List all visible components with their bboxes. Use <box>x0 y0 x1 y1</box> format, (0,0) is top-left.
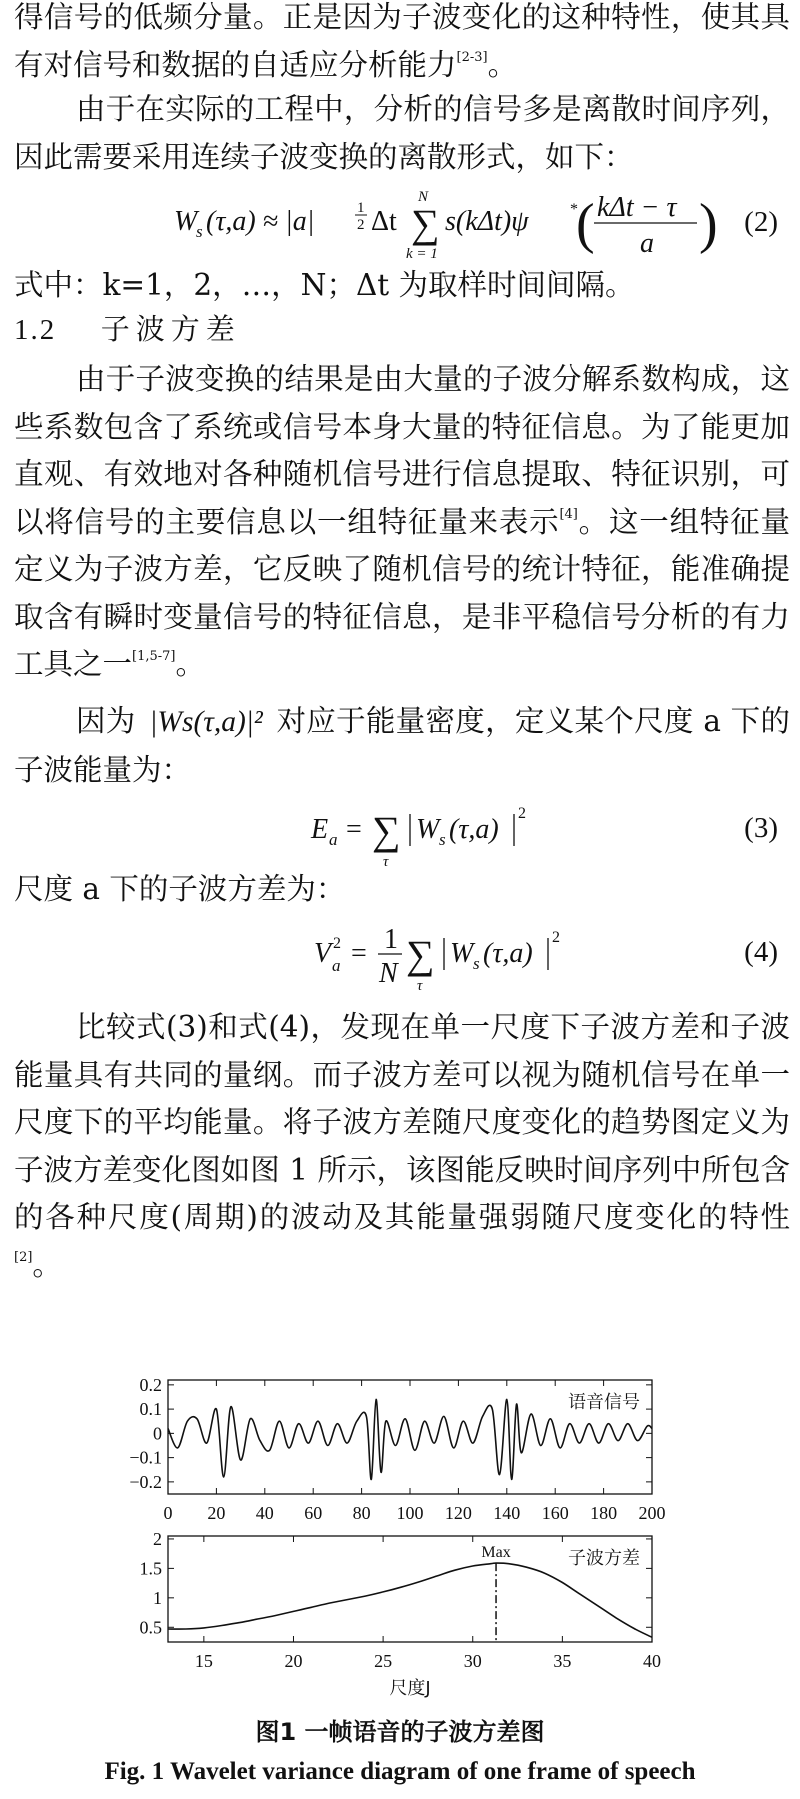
citation-1-5-7: [1,5-7] <box>132 649 176 664</box>
eq4-sum-sign: ∑ <box>406 932 435 977</box>
x-tick-label: 160 <box>541 1503 569 1523</box>
eq2-frac-den: a <box>640 228 654 259</box>
paragraph-1-text: 得信号的低频分量。正是因为子波变化的这种特性，使其具有对信号和数据的自适应分析能力 <box>14 0 790 82</box>
paragraph-3-text: 式中：k=1，2，…，N；Δt 为取样时间间隔。 <box>14 268 635 302</box>
x-tick-label: 15 <box>194 1651 213 1671</box>
y-tick-label: 0.5 <box>139 1617 162 1638</box>
eq2-sum-sign: ∑ <box>411 201 440 246</box>
section-heading <box>14 306 241 354</box>
x-tick-label: 25 <box>374 1651 393 1671</box>
figure-caption-cn: 图1 一帧语音的子波方差图 <box>255 1718 545 1746</box>
paragraph-1-end: 。 <box>487 47 518 82</box>
paragraph-5-pre: 因为 <box>76 704 136 738</box>
paragraph-4-end: 。 <box>175 647 206 681</box>
equation-3 <box>14 800 790 870</box>
eq2-exp-num: 1 <box>357 200 365 216</box>
eq4-sup: 2 <box>333 935 341 952</box>
legend-label: 子波方差 <box>568 1548 640 1569</box>
x-tick-label: 200 <box>638 1503 666 1523</box>
x-tick-label: 60 <box>304 1503 323 1523</box>
y-tick-label: −0.2 <box>129 1471 162 1492</box>
paragraph-3 <box>14 262 790 310</box>
paragraph-7-text: 比较式(3)和式(4)，发现在单一尺度下子波方差和子波能量具有共同的量纲。而子波方差可以视为随机信号在单一尺度下的平均能量。将子波方差随尺度变化的趋势图定义为子波方差变化图如图 1 所示，该图能反映时间序列中所包含的各种尺度(周期)的波动及其能量强弱随尺度变化的特性 <box>14 1010 790 1234</box>
section-title: 子波方差 <box>100 312 241 346</box>
series-line <box>168 1399 652 1479</box>
eq2-sum-bottom: k = 1 <box>406 246 438 262</box>
citation-2-3: [2-3] <box>456 49 488 65</box>
citation-2: [2] <box>14 1249 33 1265</box>
paragraph-6 <box>14 866 790 914</box>
eq3-sub: a <box>329 830 338 849</box>
x-tick-label: 0 <box>163 1503 173 1523</box>
eq4-w-sub: s <box>473 954 480 973</box>
paragraph-2 <box>14 86 790 181</box>
y-tick-label: 0 <box>153 1423 162 1444</box>
citation-4: [4] <box>559 506 578 522</box>
y-tick-label: 2 <box>153 1528 162 1549</box>
paragraph-4-text: 由于子波变换的结果是由大量的子波分解系数构成，这些系数包含了系统或信号本身大量的特征信息。为了能更加直观、有效地对各种随机信号进行信息提取、特征识别，可以将信号的主要信息以一组特征量来表示 <box>14 362 790 539</box>
eq3-w-sub: s <box>439 830 446 849</box>
paragraph-6-text: 尺度 a 下的子波方差为： <box>14 872 346 906</box>
eq4-sum-bottom: τ <box>417 978 423 994</box>
eq2-star: * <box>570 201 578 218</box>
eq2-frac-num: kΔt − τ <box>597 192 677 223</box>
figure-caption-en: Fig. 1 Wavelet variance diagram of one frame of speech <box>104 1758 696 1785</box>
equation-2-svg <box>14 184 790 264</box>
eq4-frac-den: N <box>379 958 398 989</box>
eq2-delta-t: Δt <box>371 206 397 237</box>
eq2-rparen: ) <box>699 193 718 255</box>
x-tick-label: 35 <box>553 1651 572 1671</box>
eq4-equals: = <box>351 938 367 969</box>
x-tick-label: 20 <box>284 1651 303 1671</box>
wavelet-variance-chart <box>140 1529 662 1699</box>
series-line <box>168 1563 652 1637</box>
y-tick-label: 0.1 <box>139 1399 162 1420</box>
eq3-sq: 2 <box>518 805 526 822</box>
x-tick-label: 140 <box>493 1503 521 1523</box>
x-tick-label: 20 <box>207 1503 226 1523</box>
eq3-sum-bottom: τ <box>383 854 389 870</box>
paragraph-4 <box>14 356 790 689</box>
equation-2 <box>14 184 790 264</box>
eq4-lhs: V <box>314 938 332 969</box>
plot-frame <box>168 1380 652 1494</box>
x-tick-label: 120 <box>444 1503 472 1523</box>
equation-2-number: (2) <box>744 206 778 238</box>
eq3-args: (τ,a) <box>449 814 499 845</box>
paragraph-2-text: 由于在实际的工程中，分析的信号多是离散时间序列，因此需要采用连续子波变换的离散形式，如下： <box>14 92 790 174</box>
paragraph-5-term: |Ws(τ,a)|² <box>149 706 263 738</box>
eq4-sq: 2 <box>552 929 560 946</box>
eq2-sum-top: N <box>418 189 429 205</box>
eq3-equals: = <box>346 814 362 845</box>
eq2-exp-den: 2 <box>357 217 365 233</box>
eq4-w: W <box>450 938 474 969</box>
paragraph-4b-text: 。这一组特征量定义为子波方差，它反映了随机信号的统计特征，能准确提取含有瞬时变量信号的特征信息，是非平稳信号分析的有力工具之一 <box>14 504 790 681</box>
max-annotation: Max <box>481 1544 511 1562</box>
y-tick-label: 1.5 <box>139 1558 162 1579</box>
eq4-args: (τ,a) <box>483 938 533 969</box>
equation-4 <box>14 920 790 1000</box>
eq2-sub: s <box>196 222 203 241</box>
eq2-args: (τ,a) ≈ |a| <box>206 206 315 237</box>
eq4-sub: a <box>332 956 341 975</box>
eq2-lhs: W <box>174 206 198 237</box>
equation-4-number: (4) <box>744 936 778 968</box>
y-tick-label: 0.2 <box>139 1374 162 1395</box>
x-axis-label: 尺度J <box>389 1678 431 1699</box>
eq3-lhs: E <box>311 814 329 845</box>
eq2-lparen: ( <box>576 193 595 255</box>
paragraph-7 <box>14 1004 790 1289</box>
eq3-w: W <box>416 814 440 845</box>
paragraph-5 <box>14 698 790 794</box>
eq4-frac-num: 1 <box>384 924 398 955</box>
paragraph-7-end: 。 <box>32 1247 62 1282</box>
equation-3-number: (3) <box>744 812 778 844</box>
eq3-sum-sign: ∑ <box>372 808 401 853</box>
x-tick-label: 100 <box>396 1503 424 1523</box>
x-tick-label: 80 <box>352 1503 371 1523</box>
equation-3-svg <box>14 800 790 870</box>
x-tick-label: 30 <box>463 1651 482 1671</box>
y-tick-label: −0.1 <box>129 1447 162 1468</box>
legend-label: 语音信号 <box>568 1392 640 1413</box>
paragraph-1 <box>14 0 790 89</box>
x-tick-label: 180 <box>590 1503 618 1523</box>
equation-4-svg <box>14 920 790 1000</box>
section-number: 1.2 <box>14 314 57 346</box>
x-tick-label: 40 <box>643 1651 661 1671</box>
y-tick-label: 1 <box>153 1587 162 1608</box>
x-tick-label: 40 <box>255 1503 274 1523</box>
eq2-body: s(kΔt)ψ <box>445 206 529 237</box>
plot-frame <box>168 1536 652 1642</box>
paragraph-5-post: 对应于能量密度，定义某个尺度 a 下的子波能量为： <box>14 704 790 787</box>
speech-signal-chart <box>129 1375 665 1523</box>
